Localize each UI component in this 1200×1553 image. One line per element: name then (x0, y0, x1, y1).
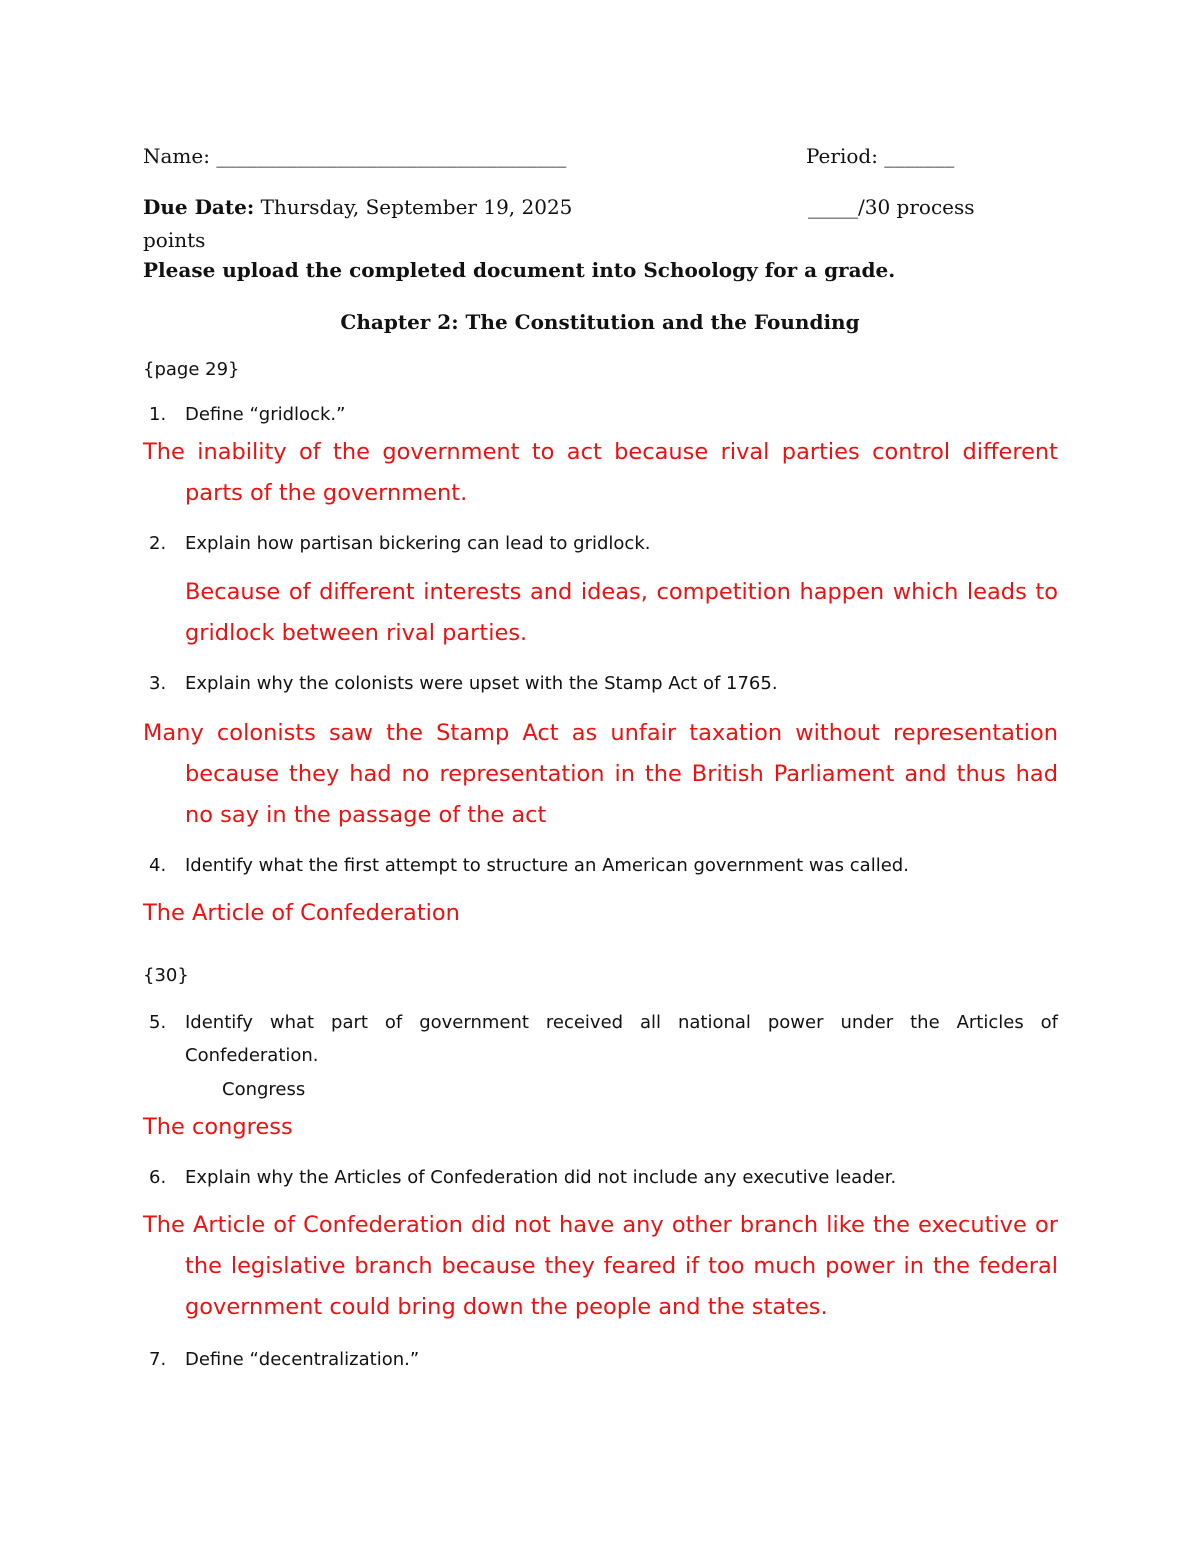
question-text: Identify what the first attempt to structure an American government was called. (185, 855, 909, 876)
points-blank: _____ (808, 195, 858, 219)
answer-6: The Article of Confederation did not have any other branch like the executive or the legislative branch because they feared if too much power in the federal government could bring down the people and the states. (143, 1212, 1058, 1320)
question-text: Explain how partisan bickering can lead to gridlock. (185, 533, 651, 554)
points-text: /30 process (858, 195, 975, 219)
answer-3: Many colonists saw the Stamp Act as unfair taxation without representation because they had no representation in the British Parliament and thus had no say in the passage of the act (143, 720, 1058, 828)
period-label: Period: (806, 144, 878, 168)
period-blank: _______ (884, 144, 955, 168)
question-text: Identify what part of government received all national power under the Articles of Confederation. (185, 1012, 1058, 1066)
answer-2: Because of different interests and ideas, competition happen which leads to gridlock between rival parties. (185, 579, 1058, 646)
question-number: 6. (149, 1167, 167, 1188)
question-number: 5. (149, 1012, 167, 1033)
question-number: 7. (149, 1349, 167, 1370)
question-7 (143, 1343, 1058, 1376)
points-line (808, 193, 975, 221)
question-text: Explain why the colonists were upset with the Stamp Act of 1765. (185, 673, 778, 694)
answer-5: The congress (143, 1114, 293, 1140)
question-number: 1. (149, 404, 167, 425)
due-date-line (143, 193, 572, 221)
question-text: Explain why the Articles of Confederation did not include any executive leader. (185, 1167, 897, 1188)
question-number: 4. (149, 855, 167, 876)
question-1 (143, 398, 1058, 431)
due-date-value: Thursday, September 19, 2025 (260, 195, 573, 219)
question-3 (143, 667, 1058, 700)
question-6 (143, 1161, 1058, 1194)
answer-1: The inability of the government to act because rival parties control different parts of the government. (143, 439, 1058, 506)
question-number: 3. (149, 673, 167, 694)
upload-note: Please upload the completed document into Schoology for a grade. (143, 258, 896, 282)
name-label: Name: (143, 144, 210, 168)
question-text: Define “decentralization.” (185, 1349, 420, 1370)
period-line (806, 142, 954, 170)
section-page-30: {30} (143, 965, 189, 986)
question-5 (143, 1006, 1058, 1072)
page-title: Chapter 2: The Constitution and the Founding (340, 310, 860, 334)
due-date-label: Due Date: (143, 195, 255, 219)
section-page-29: {page 29} (143, 359, 240, 380)
name-line (143, 142, 566, 170)
name-blank: ___________________________________ (216, 144, 567, 168)
question-number: 2. (149, 533, 167, 554)
question-4 (143, 849, 1058, 882)
answer-5-note: Congress (222, 1079, 306, 1100)
answer-4: The Article of Confederation (143, 900, 460, 926)
points-wrap: points (143, 228, 206, 252)
question-2 (143, 527, 1058, 560)
question-text: Define “gridlock.” (185, 404, 346, 425)
